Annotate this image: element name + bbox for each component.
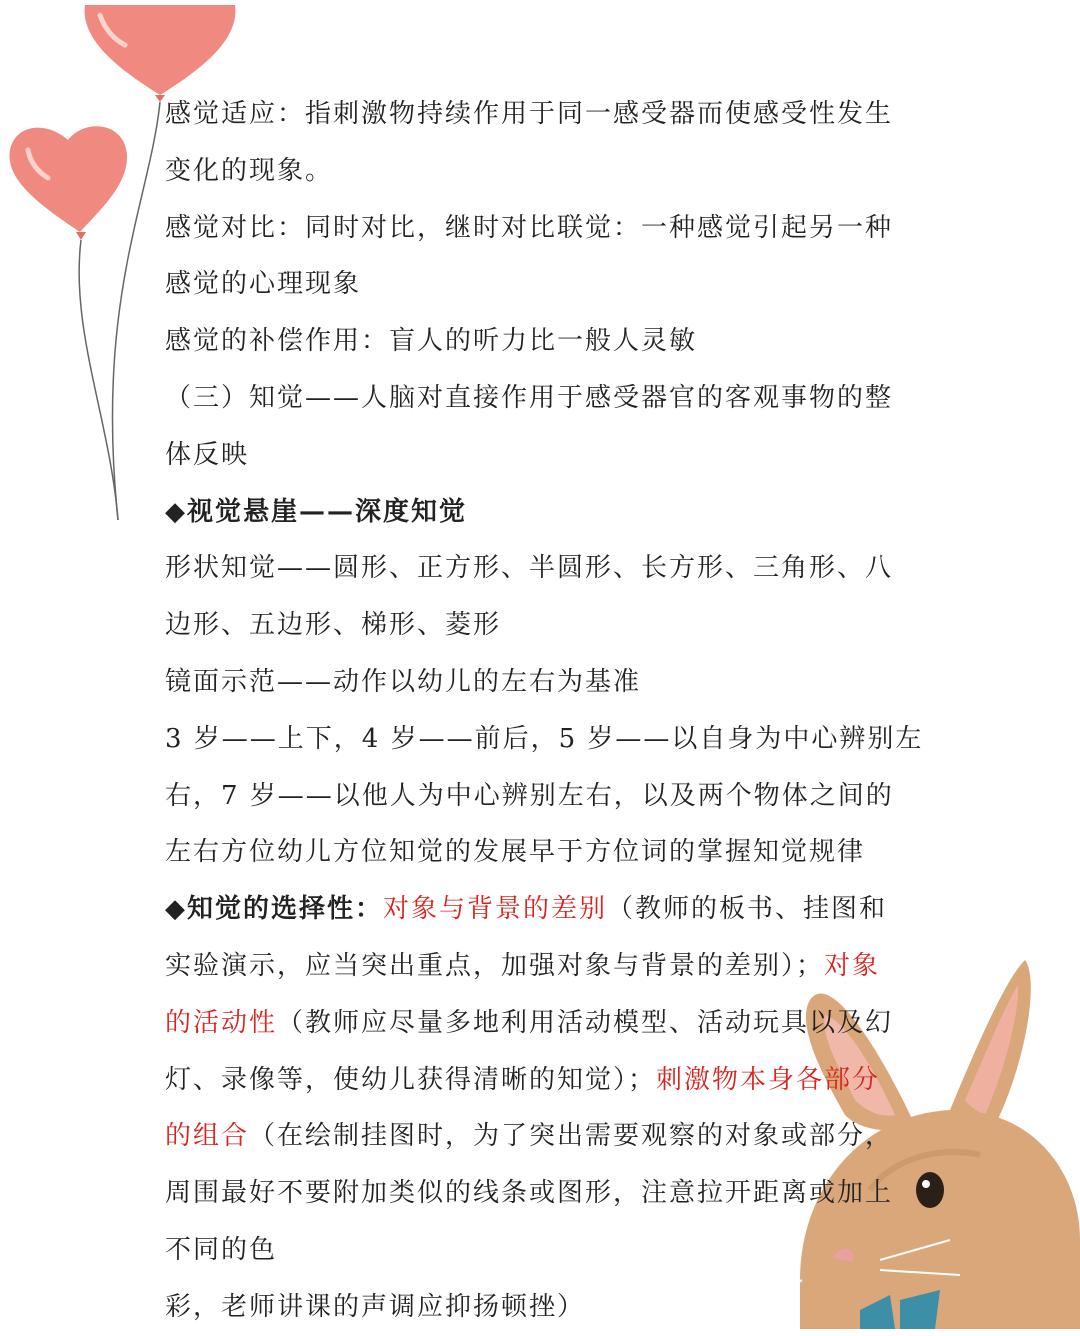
selectivity-line — [165, 881, 925, 938]
text-line: 彩，老师讲课的声调应抑扬顿挫） — [165, 1291, 586, 1322]
section-heading-selectivity: ◆知觉的选择性： — [165, 894, 383, 925]
highlight-text: 的组合 — [165, 1121, 250, 1152]
highlight-text: 刺激物本身各部分 — [656, 1064, 881, 1095]
text-line: 感觉的补偿作用：盲人的听力比一般人灵敏 — [165, 326, 698, 357]
text-line: 感觉对比：同时对比，继时对比联觉：一种感觉引起另一种 — [165, 212, 894, 243]
text-line: 镜面示范——动作以幼儿的左右为基准 — [165, 666, 642, 697]
balloon-string-icon — [79, 240, 118, 520]
heart-balloon-left-icon — [10, 126, 128, 240]
body-text: 实验演示，应当突出重点，加强对象与背景的差别）； — [165, 950, 825, 981]
highlight-text: 对象与背景的差别 — [383, 894, 608, 925]
selectivity-line — [165, 995, 925, 1052]
text-line: 形状知觉——圆形、正方形、半圆形、长方形、三角形、八 — [165, 553, 894, 584]
selectivity-line — [165, 1052, 925, 1109]
body-text: 灯、录像等，使幼儿获得清晰的知觉）； — [165, 1064, 657, 1095]
text-line: 周围最好不要附加类似的线条或图形，注意拉开距离或加上 — [165, 1178, 894, 1209]
text-line: 感觉适应：指刺激物持续作用于同一感受器而使感受性发生 — [165, 99, 894, 129]
selectivity-line — [165, 1108, 925, 1165]
text-line: 3 岁——上下，4 岁——前后，5 岁——以自身为中心辨别左 — [165, 723, 924, 754]
text-line: （三）知觉——人脑对直接作用于感受器官的客观事物的整 — [165, 382, 894, 413]
text-line: 变化的现象。 — [165, 155, 334, 186]
selectivity-line — [165, 938, 925, 995]
bunny-ear-right-icon — [950, 960, 1031, 1135]
text-line: 右，7 岁——以他人为中心辨别左右，以及两个物体之间的 — [165, 780, 894, 811]
notes-body — [165, 86, 925, 1336]
text-line: 边形、五边形、梯形、菱形 — [165, 610, 502, 641]
text-line: 感觉的心理现象 — [165, 269, 362, 300]
body-text: （在绘制挂图时，为了突出需要观察的对象或部分， — [249, 1121, 894, 1152]
highlight-text: 对象 — [824, 950, 881, 981]
highlight-text: 的活动性 — [165, 1007, 278, 1038]
text-line: 左右方位幼儿方位知觉的发展早于方位词的掌握知觉规律 — [165, 837, 866, 868]
body-text: （教师的板书、挂图和 — [607, 894, 888, 925]
text-line: 体反映 — [165, 439, 250, 470]
text-line: 不同的色 — [165, 1234, 278, 1265]
body-text: （教师应尽量多地利用活动模型、活动玩具以及幻 — [277, 1007, 894, 1038]
section-heading-visual-cliff: ◆视觉悬崖——深度知觉 — [165, 496, 467, 527]
